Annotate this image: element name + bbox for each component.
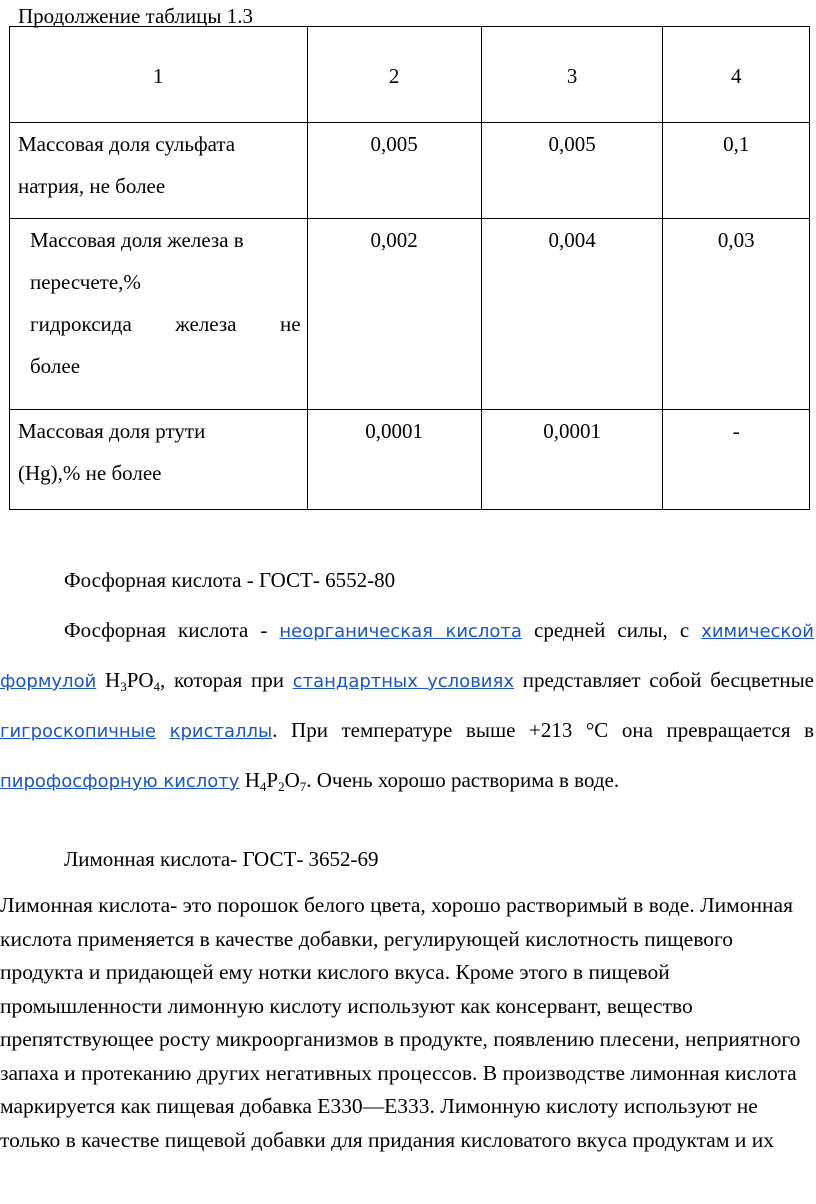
header-cell-4: 4: [663, 27, 810, 123]
link-hygroscopic[interactable]: гигроскопичные: [0, 721, 156, 742]
table-row: [10, 219, 810, 410]
table-cell: 0,005: [481, 123, 663, 219]
table-cell: 0,005: [307, 123, 481, 219]
table-cell: 0,002: [307, 219, 481, 410]
phosphoric-heading: Фосфорная кислота - ГОСТ- 6552-80: [64, 568, 396, 592]
table-header-row: [10, 27, 810, 123]
phosphoric-paragraph: Фосфорная кислота - неорганическая кислота средней силы, с химической формулой $H_3PO_4$, которая при стандартных условиях представляет собой бесцветные гигроскопичные кристаллы. При температуре выше +213 °C она превращается в пирофосфорную кислоту $H_4P_2O_7$. Очень хорошо растворима в воде.: [0, 618, 815, 794]
table-cell: 0,004: [481, 219, 663, 410]
header-cell-1: 1: [10, 27, 308, 123]
table-row: [10, 123, 810, 219]
link-chemical-formula[interactable]: химической формулой: [0, 621, 815, 692]
link-standard-conditions[interactable]: стандартных условиях: [292, 671, 514, 692]
link-pyrophosphoric-acid[interactable]: пирофосфорную кислоту: [0, 771, 240, 792]
table-cell: 0,0001: [307, 410, 481, 510]
table-cell: 0,0001: [481, 410, 663, 510]
table-caption: Продолжение таблицы 1.3: [18, 4, 254, 28]
link-crystals[interactable]: кристаллы: [169, 721, 273, 742]
header-cell-3: 3: [481, 27, 663, 123]
citric-heading: Лимонная кислота- ГОСТ- 3652-69: [64, 847, 379, 871]
row-label: Массовая доля железа в пересчете,% гидроксида железа не более: [10, 219, 308, 410]
table-cell: -: [663, 410, 810, 510]
citric-paragraph: Лимонная кислота- это порошок белого цвета, хорошо растворимый в воде. Лимонная кислота применяется в качестве добавки, регулирующей кислотность пищевого продукта и придающей ему нотки кислого вкуса. Кроме этого в пищевой промышленности лимонную кислоту используют как консервант, вещество препятствующее росту микроорганизмов в продукте, появлению плесени, неприятного запаха и протеканию других негативных процессов. В производстве лимонная кислота маркируется как пищевая добавка Е330—Е333. Лимонную кислоту используют не только в качестве пищевой добавки для придания кисловатого вкуса продуктам и их: [0, 893, 801, 1152]
specification-table: [9, 26, 810, 510]
link-inorganic-acid[interactable]: неорганическая кислота: [279, 621, 522, 642]
table-cell: 0,03: [663, 219, 810, 410]
table-cell: 0,1: [663, 123, 810, 219]
header-cell-2: 2: [307, 27, 481, 123]
row-label: Массовая доля сульфата натрия, не более: [10, 123, 308, 219]
table-row: [10, 410, 810, 510]
row-label: Массовая доля ртути (Hg),% не более: [10, 410, 308, 510]
